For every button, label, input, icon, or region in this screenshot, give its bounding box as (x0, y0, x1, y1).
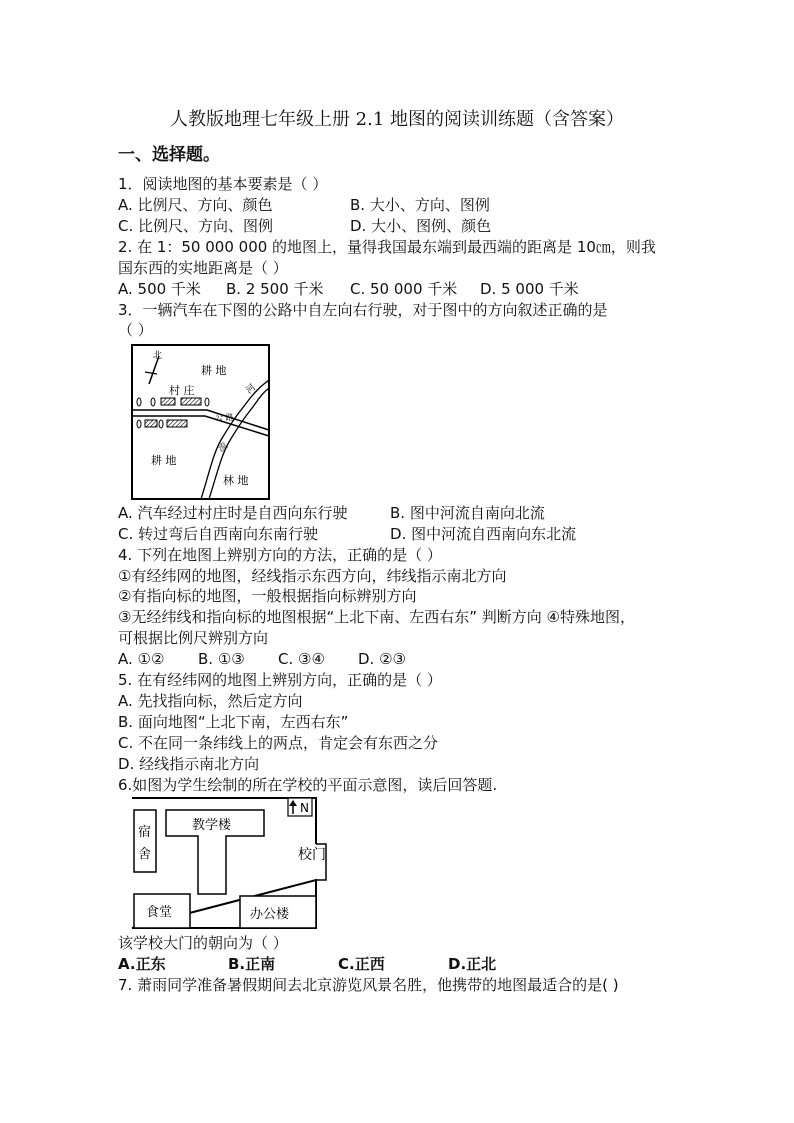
q5-option-a[interactable]: A. 先找指向标，然后定方向 (118, 692, 303, 710)
document-title: 人教版地理七年级上册 2.1 地图的阅读训练题（含答案） (169, 109, 625, 130)
q6-option-b[interactable]: B.正南 (228, 955, 276, 973)
q4-option-a[interactable]: A. ①② (118, 650, 165, 668)
q5-option-d[interactable]: D. 经线指示南北方向 (118, 755, 260, 773)
q4-statement-1: ①有经纬网的地图，经线指示东西方向，纬线指示南北方向 (118, 567, 507, 585)
house (181, 398, 201, 405)
q2-option-a[interactable]: A. 500 千米 (118, 280, 201, 298)
section-heading: 一、选择题。 (118, 145, 220, 165)
house (167, 420, 187, 427)
dorm-label-1: 宿 (138, 825, 152, 840)
village-road-map (131, 344, 270, 500)
q1-option-d[interactable]: D. 大小、图例、颜色 (350, 217, 492, 235)
office-label: 办公楼 (250, 907, 290, 922)
q7-stem: 7. 萧雨同学准备暑假期间去北京游览风景名胜，他携带的地图最适合的是( ) (118, 976, 619, 994)
north-sign-label: N (300, 801, 309, 815)
school-plan-map (130, 796, 330, 930)
q4-statement-2: ②有指向标的地图，一般根据指向标辨别方向 (118, 587, 417, 605)
q2-option-c[interactable]: C. 50 000 千米 (350, 280, 458, 298)
q3-stem-line1: 3．一辆汽车在下图的公路中自左向右行驶，对于图中的方向叙述正确的是 (118, 301, 608, 319)
dorm-building (134, 810, 156, 872)
q1-option-b[interactable]: B. 大小、方向、图例 (350, 196, 490, 214)
house (161, 398, 175, 405)
q4-stem: 4. 下列在地图上辨别方向的方法，正确的是（ ） (118, 546, 442, 564)
q2-option-d[interactable]: D. 5 000 千米 (480, 280, 579, 298)
q5-stem: 5. 在有经纬网的地图上辨别方向，正确的是（ ） (118, 671, 442, 689)
q3-option-a[interactable]: A. 汽车经过村庄时是自西向东行驶 (118, 504, 348, 522)
q6-ask: 该学校大门的朝向为（ ） (118, 934, 288, 952)
q3-option-d[interactable]: D. 图中河流自西南向东北流 (390, 525, 577, 543)
road-label: 公 路 (215, 413, 234, 422)
q5-option-b[interactable]: B. 面向地图“上北下南，左西右东” (118, 713, 349, 731)
q3-option-b[interactable]: B. 图中河流自南向北流 (390, 504, 545, 522)
q1-option-c[interactable]: C. 比例尺、方向、图例 (118, 217, 274, 235)
q1-stem: 1．阅读地图的基本要素是（ ） (118, 175, 328, 193)
village-label: 村 庄 (169, 384, 195, 397)
q3-stem-line2: （ ） (118, 321, 153, 339)
river-label-1: 河 (244, 382, 258, 397)
q2-stem-line1: 2. 在 1：50 000 000 的地图上，量得我国最东端到最西端的距离是 10㎝，则我 (118, 238, 656, 256)
field-bottom-label: 耕 地 (151, 454, 177, 467)
dorm-label-2: 舍 (138, 847, 152, 862)
q3-option-c[interactable]: C. 转过弯后自西南向东南行驶 (118, 525, 319, 543)
q6-stem: 6.如图为学生绘制的所在学校的平面示意图，读后回答题. (118, 776, 498, 794)
gate-label: 校门 (298, 847, 326, 863)
q4-statement-4: 可根据比例尺辨别方向 (118, 629, 269, 647)
q4-option-d[interactable]: D. ②③ (358, 650, 406, 668)
teaching-label: 教学楼 (192, 818, 232, 833)
q5-option-c[interactable]: C. 不在同一条纬线上的两点，肯定会有东西之分 (118, 734, 439, 752)
field-top-label: 耕 地 (201, 364, 227, 377)
q4-option-c[interactable]: C. ③④ (278, 650, 325, 668)
q1-option-a[interactable]: A. 比例尺、方向、颜色 (118, 196, 273, 214)
north-label: 北 (153, 351, 163, 361)
house (145, 420, 157, 427)
q6-option-c[interactable]: C.正西 (338, 955, 385, 973)
river-label-2: 流 (216, 440, 230, 455)
q4-statement-3: ③无经纬线和指向标的地图根据“上北下南、左西右东” 判断方向 ④特殊地图， (118, 608, 635, 626)
q2-stem-line2: 国东西的实地距离是（ ） (118, 259, 288, 277)
q6-option-d[interactable]: D.正北 (448, 955, 497, 973)
q2-option-b[interactable]: B. 2 500 千米 (226, 280, 324, 298)
canteen-label: 食堂 (146, 905, 173, 920)
q6-option-a[interactable]: A.正东 (118, 955, 166, 973)
q4-option-b[interactable]: B. ①③ (198, 650, 245, 668)
forest-label: 林 地 (223, 474, 249, 487)
